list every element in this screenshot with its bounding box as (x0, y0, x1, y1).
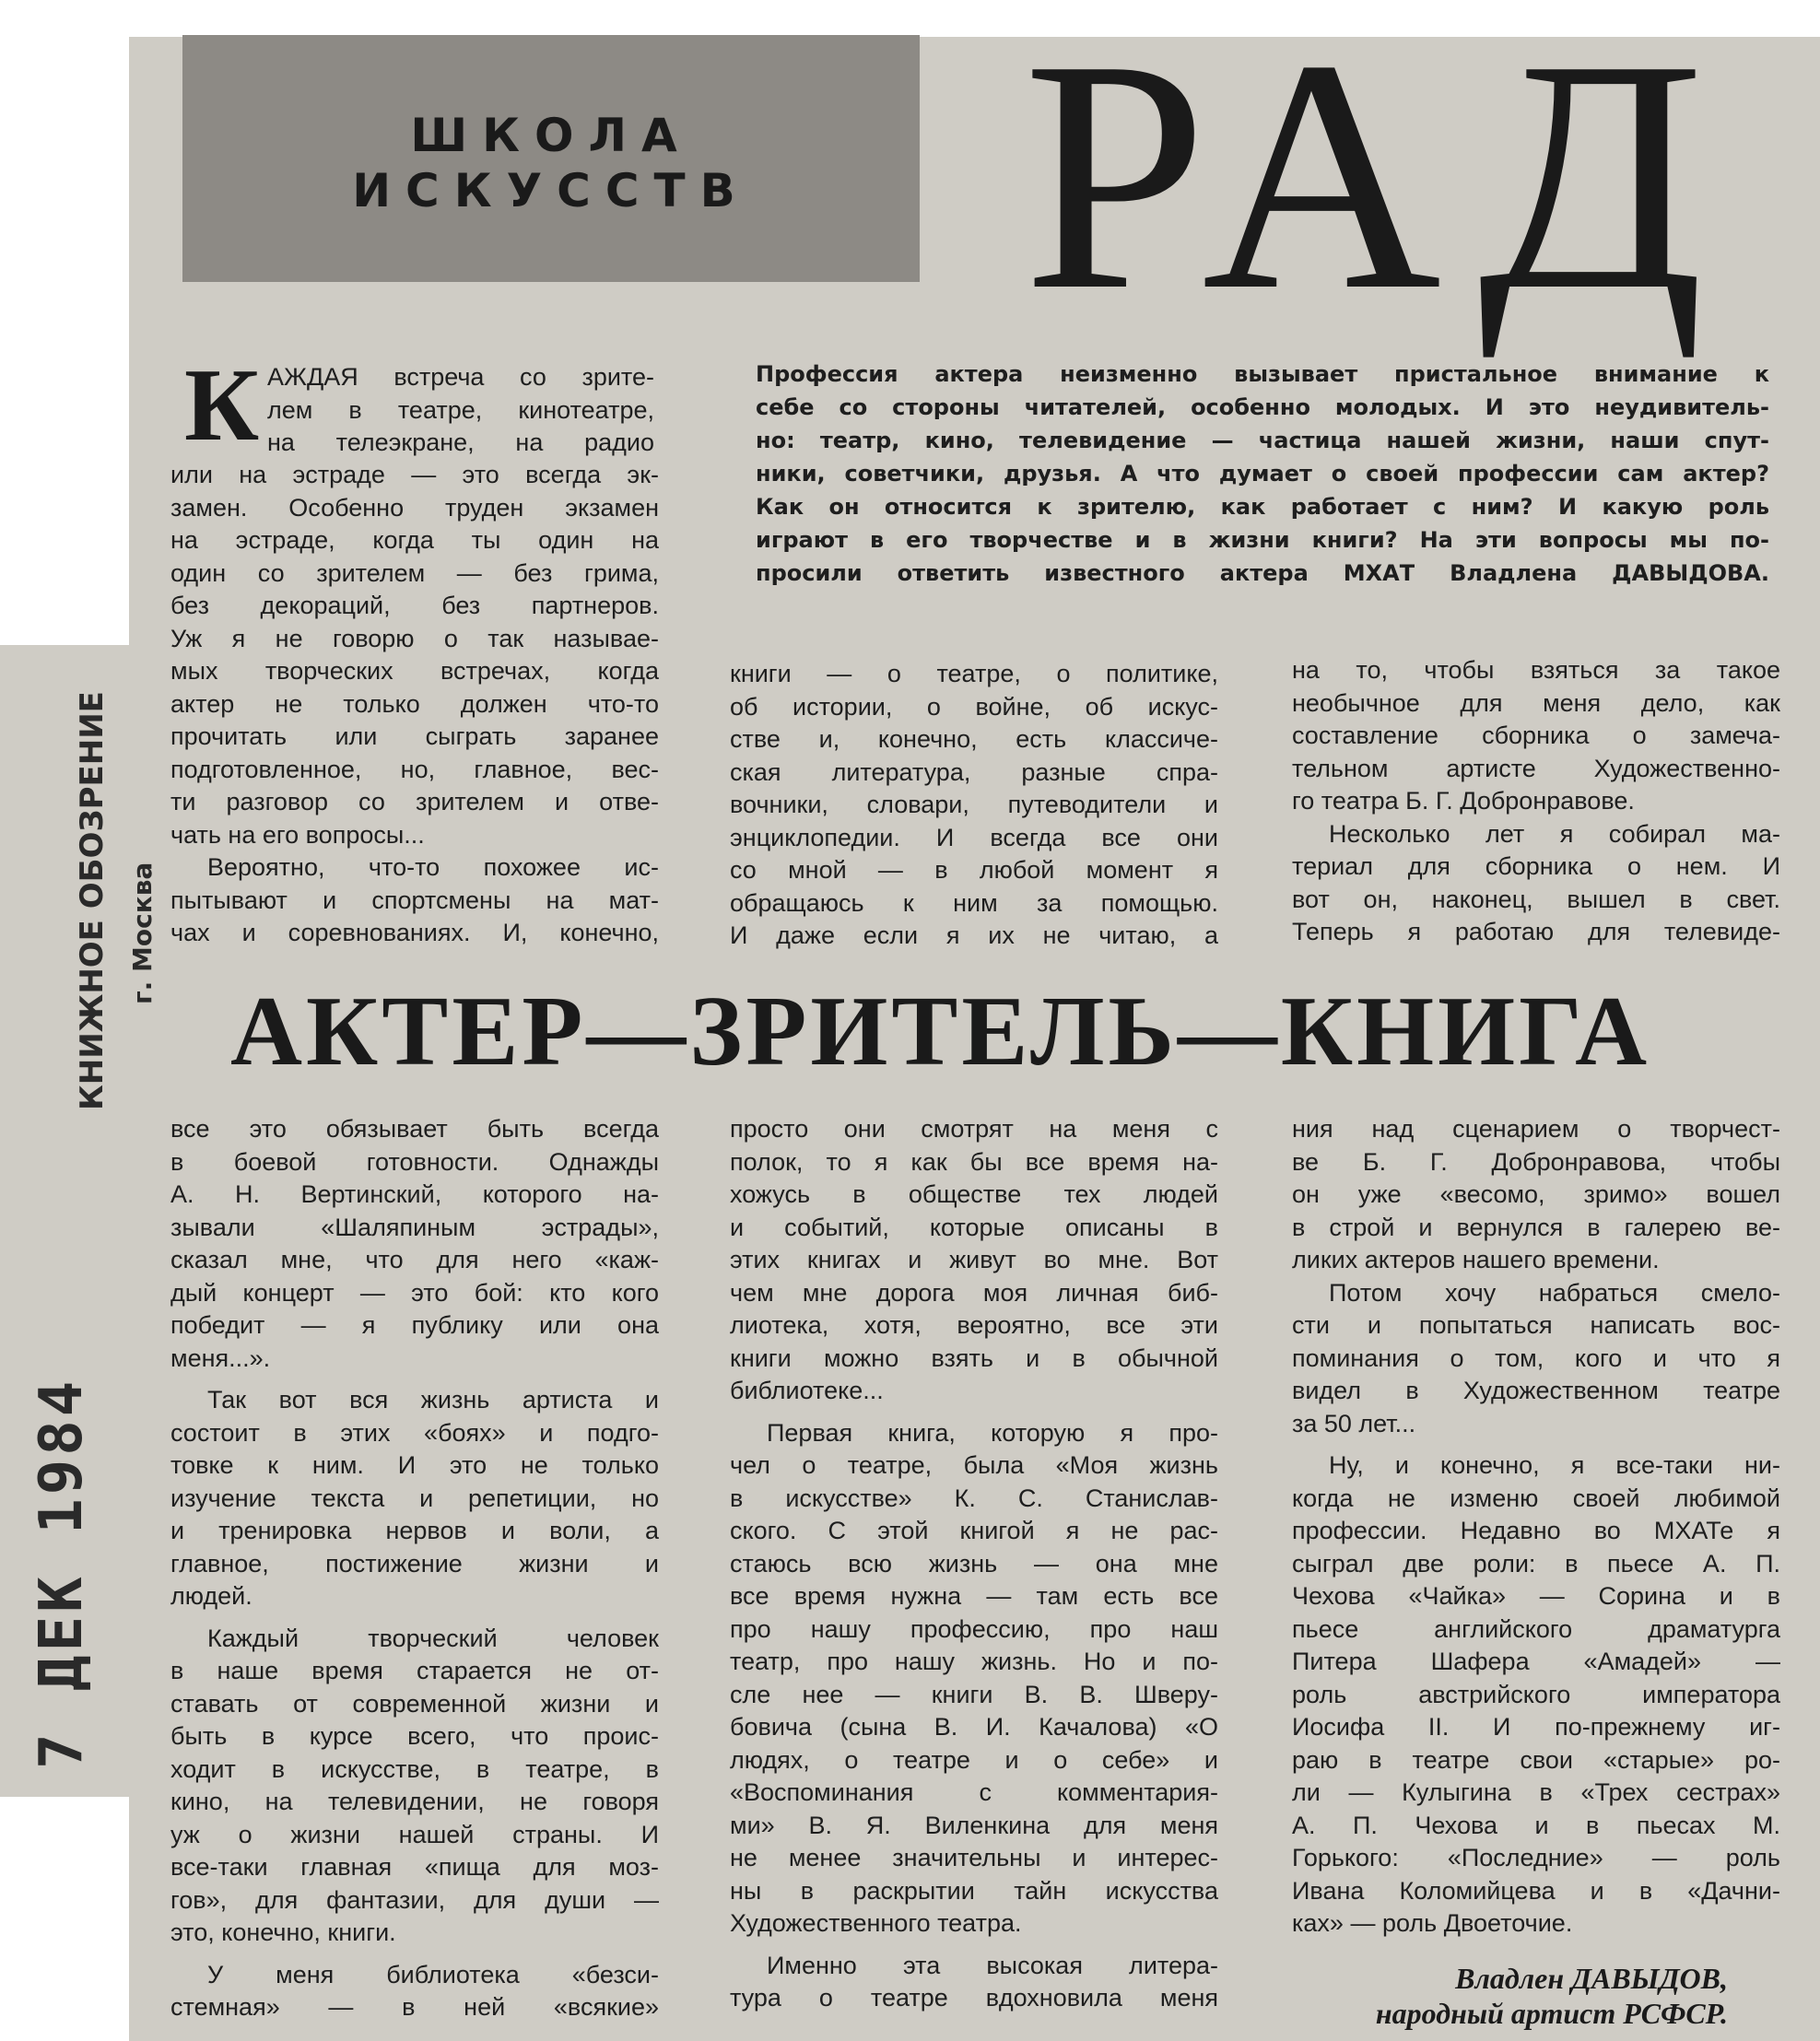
text-line: Питера Шафера «Амадей» — (1292, 1648, 1780, 1675)
text-line: в искусстве» К. С. Станислав- (730, 1484, 1218, 1512)
text-line: сыграл две роли: в пьесе А. П. (1292, 1549, 1780, 1578)
text-line: го театра Б. Г. Добронравове. (1292, 787, 1635, 815)
text-line: про нашу профессию, про наш (730, 1614, 1218, 1643)
text-line: чем мне дорога моя личная биб- (730, 1278, 1218, 1307)
text-line: и тренировка нервов и воли, а (170, 1517, 659, 1544)
text-line: людей. (170, 1582, 252, 1610)
text-line: стаюсь всю жизнь — она мне (730, 1549, 1218, 1578)
text-line: за 50 лет... (1292, 1409, 1416, 1437)
text-line: сле нее — книги В. В. Шверу- (730, 1680, 1218, 1708)
text-line: «Воспоминания с комментария- (730, 1778, 1218, 1806)
publication-name-stamp: КНИЖНОЕ ОБОЗРЕНИЕ (74, 691, 111, 1110)
intro-line: ники, советчики, друзья. А что думает о своей профессии сам актер? (756, 461, 1769, 487)
text-line: прочитать или сыграть заранее (170, 722, 659, 750)
text-line: состоит в этих «боях» и подго- (170, 1418, 659, 1447)
text-line: полок, то я как бы все время на- (730, 1147, 1218, 1176)
rubric-box (182, 35, 920, 282)
text-line: видел в Художественном театре (1292, 1377, 1780, 1404)
text-line: стемная» — в ней «всякие» (170, 1993, 659, 2021)
text-line: лиотека, хотя, вероятно, все эти (730, 1311, 1218, 1339)
text-line: актер не только должен что-то (170, 689, 659, 718)
text-line: У меня библиотека «безси- (207, 1960, 659, 1988)
text-line: не менее значительны и интерес- (730, 1844, 1218, 1871)
text-line: Именно эта высокая литера- (767, 1951, 1218, 1979)
text-line: вочники, словари, путеводители и (730, 791, 1218, 818)
text-line: ского. С этой книгой я не рас- (730, 1517, 1218, 1544)
text-line: ставать от современной жизни и (170, 1689, 659, 1718)
drop-cap: К (184, 348, 260, 463)
text-line: профессии. Недавно во МХАТе я (1292, 1517, 1780, 1544)
text-line: вот он, наконец, вышел в свет. (1292, 885, 1780, 913)
text-line: тельном артисте Художественно- (1292, 754, 1780, 782)
text-line: роль австрийского императора (1292, 1680, 1780, 1708)
text-line: Художественного театра. (730, 1909, 1022, 1937)
headline: АКТЕР—ЗРИТЕЛЬ—КНИГА (230, 977, 1651, 1086)
text-line: или на эстраде — это всегда эк- (170, 461, 659, 488)
text-line: ния над сценарием о творчест- (1292, 1115, 1780, 1143)
column-3-bottom (1292, 1113, 1780, 1941)
text-line: изучение текста и репетиции, но (170, 1484, 659, 1512)
intro-line: себе со стороны читателей, особенно молодых. И это неудивитель- (756, 394, 1769, 420)
text-line: без декораций, без партнеров. (170, 592, 659, 619)
text-line: кино, на телевидении, не говоря (170, 1788, 659, 1815)
text-line: Ивана Коломийцева и в «Дачни- (1292, 1876, 1780, 1905)
text-line: на телеэкране, на радио (267, 428, 654, 456)
text-line: театр, про нашу жизнь. Но и по- (730, 1648, 1218, 1675)
text-line: сти и попытаться написать вос- (1292, 1311, 1780, 1339)
text-line: обращаюсь к ним за помощью. (730, 888, 1218, 917)
text-line: зывали «Шаляпиным эстрады», (170, 1213, 659, 1241)
text-line: чел о театре, была «Моя жизнь (730, 1451, 1218, 1479)
text-line: быть в курсе всего, что проис- (170, 1722, 659, 1750)
text-line: Так вот вся жизнь артиста и (207, 1386, 659, 1413)
text-line: Каждый творческий человек (207, 1624, 659, 1652)
intro-line: Профессия актера неизменно вызывает пристальное внимание к (756, 361, 1769, 387)
text-line: на эстраде, когда ты один на (170, 526, 659, 554)
text-line: Вероятно, что-то похожее ис- (207, 853, 659, 881)
intro-line: играют в его творчестве и в жизни книги? На эти вопросы мы по- (756, 527, 1769, 553)
text-line: чах и соревнованиях. И, конечно, (170, 919, 659, 946)
text-line: в наше время старается не от- (170, 1657, 659, 1684)
text-line: бовича (сына В. И. Качалова) «О (730, 1713, 1218, 1741)
text-line: гов», для фантазии, для души — (170, 1885, 659, 1914)
text-line: он уже «весомо, зримо» вошел (1292, 1180, 1780, 1208)
text-line: библиотеке... (730, 1377, 884, 1404)
text-line: меня...». (170, 1343, 271, 1372)
text-line: дый концерт — это бой: кто кого (170, 1278, 659, 1307)
intro-line: Как он относится к зрителю, как работает с ним? И какую роль (756, 494, 1769, 520)
text-line: тура о театре вдохновила меня (730, 1984, 1218, 2012)
text-line: все это обязывает быть всегда (170, 1115, 659, 1143)
text-line: необычное для меня дело, как (1292, 688, 1780, 717)
rubric-line-2: ИСКУССТВ (352, 164, 750, 217)
text-line: Иосифа II. И по-прежнему иг- (1292, 1713, 1780, 1741)
text-line: АЖДАЯ встреча со зрите- (267, 363, 654, 391)
text-line: со мной — в любой момент я (730, 856, 1218, 884)
text-line: это, конечно, книги. (170, 1918, 396, 1946)
text-line: в строй и вернулся в галерею ве- (1292, 1213, 1780, 1241)
text-line: ках» — роль Двоеточие. (1292, 1909, 1573, 1937)
text-line: книги можно взять и в обычной (730, 1343, 1218, 1372)
rubric-line-1: ШКОЛА (410, 109, 692, 162)
publication-city-stamp: г. Москва (127, 862, 158, 1004)
text-line: сказал мне, что для него «каж- (170, 1246, 659, 1273)
column-1-top (170, 459, 659, 950)
text-line: победит — я публику или она (170, 1311, 659, 1339)
intro-line: но: театр, кино, телевидение — частица нашей жизни, наши спут- (756, 428, 1769, 453)
column-1-bottom (170, 1113, 659, 2024)
column-2-top (730, 658, 1218, 953)
text-line: все-таки главная «пища для моз- (170, 1853, 659, 1881)
text-line: главное, постижение жизни и (170, 1549, 659, 1578)
text-line: ве Б. Г. Добронравова, чтобы (1292, 1147, 1780, 1176)
text-line: Ну, и конечно, я все-таки ни- (1329, 1451, 1780, 1479)
text-line: Потом хочу набраться смело- (1329, 1278, 1780, 1307)
intro-line: просили ответить известного актера МХАТ Владлена ДАВЫДОВА. (756, 560, 1769, 586)
text-line: людях, о театре и о себе» и (730, 1745, 1218, 1774)
text-line: И даже если я их не читаю, а (730, 921, 1218, 949)
text-line: один со зрителем — без грима, (170, 558, 659, 587)
text-line: составление сборника о замеча- (1292, 721, 1780, 749)
masthead-partial-title: РАД (1023, 0, 1742, 358)
author-name: Владлен ДАВЫДОВ, (1455, 1962, 1728, 1995)
text-line: книги — о театре, о политике, (730, 660, 1218, 687)
text-line: териал для сборника о нем. И (1292, 852, 1780, 880)
column-2-bottom (730, 1113, 1218, 2015)
text-line: все время нужна — там есть все (730, 1582, 1218, 1610)
text-line: ми» В. Я. Виленкина для меня (730, 1811, 1218, 1839)
text-line: этих книгах и живут во мне. Вот (730, 1246, 1218, 1273)
text-line: просто они смотрят на меня с (730, 1115, 1218, 1143)
column-3-top (1292, 654, 1780, 949)
text-line: чать на его вопросы... (170, 820, 425, 849)
text-line: в боевой готовности. Однажды (170, 1147, 659, 1176)
text-line: ли — Кулыгина в «Трех сестрах» (1292, 1778, 1780, 1806)
text-line: лем в театре, кинотеатре, (267, 395, 654, 424)
text-line: Несколько лет я собирал ма- (1329, 819, 1780, 848)
text-line: ская литература, разные спра- (730, 757, 1218, 786)
intro-paragraph (756, 358, 1769, 590)
text-line: Горького: «Последние» — роль (1292, 1844, 1780, 1871)
author-title: народный артист РСФСР. (1375, 1997, 1728, 2030)
text-line: уж о жизни нашей страны. И (170, 1820, 659, 1848)
text-line: на то, чтобы взяться за такое (1292, 656, 1780, 684)
text-line: замен. Особенно труден экзамен (170, 493, 659, 522)
text-line: Чехова «Чайка» — Сорина и в (1292, 1582, 1780, 1610)
author-signature (1376, 1961, 1728, 2031)
text-line: Уж я не говорю о так называе- (170, 624, 659, 652)
text-line: ликих актеров нашего времени. (1292, 1246, 1660, 1273)
text-line: и событий, которые описаны в (730, 1213, 1218, 1241)
text-line: подготовленное, но, главное, вес- (170, 755, 659, 783)
text-line: пьесе английского драматурга (1292, 1614, 1780, 1643)
text-line: стве и, конечно, есть классиче- (730, 725, 1218, 753)
text-line: раю в театре свои «старые» ро- (1292, 1745, 1780, 1774)
text-line: А. Н. Вертинский, которого на- (170, 1180, 659, 1208)
text-line: мых творческих встречах, когда (170, 657, 659, 685)
text-line: когда не изменю своей любимой (1292, 1484, 1780, 1512)
text-line: товке к ним. И это не только (170, 1451, 659, 1479)
date-stamp: 7 ДЕК 1984 (28, 1377, 96, 1769)
text-line: хожусь в обществе тех людей (730, 1180, 1218, 1208)
text-line: А. П. Чехова и в пьесах М. (1292, 1811, 1780, 1839)
text-line: поминания о том, кого и что я (1292, 1343, 1780, 1372)
text-line: ти разговор со зрителем и отве- (170, 788, 659, 815)
text-line: Теперь я работаю для телевиде- (1292, 918, 1780, 945)
text-line: ходит в искусстве, в театре, в (170, 1754, 659, 1783)
column-1-top-intro (267, 361, 654, 460)
text-line: об истории, о войне, об искус- (730, 692, 1218, 721)
text-line: энциклопедии. И всегда все они (730, 823, 1218, 851)
text-line: пытывают и спортсмены на мат- (170, 886, 659, 914)
text-line: ны в раскрытии тайн искусства (730, 1876, 1218, 1905)
text-line: Первая книга, которую я про- (767, 1418, 1218, 1447)
